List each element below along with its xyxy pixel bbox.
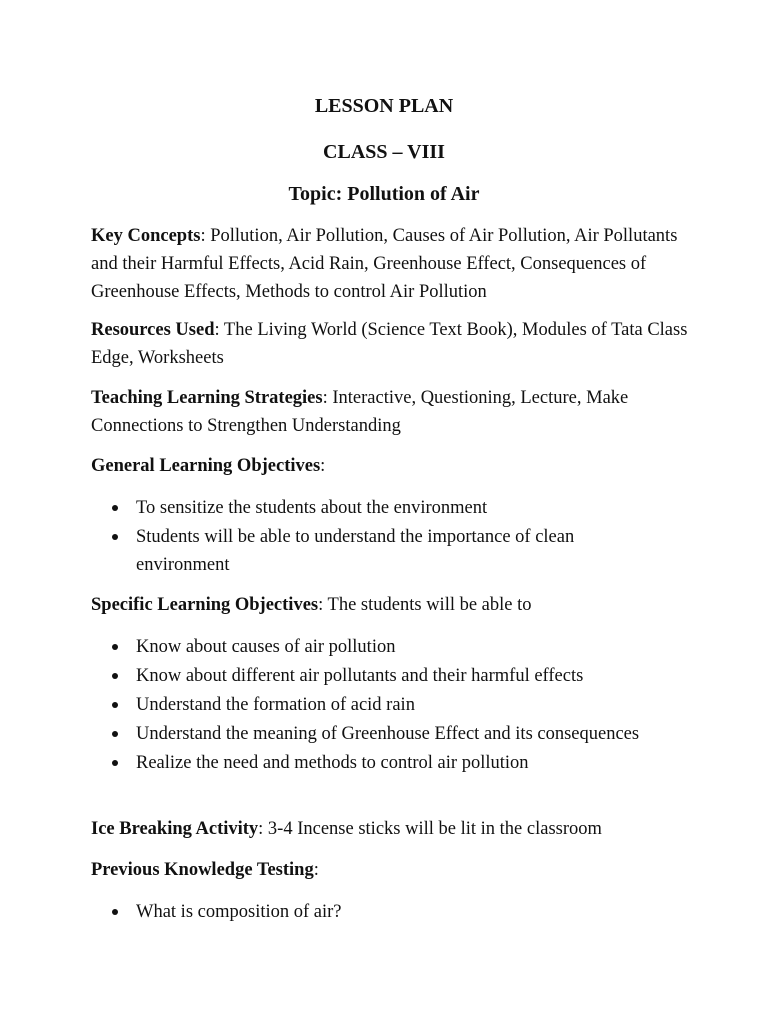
bullet-icon [112,505,118,511]
list-item-text: What is composition of air? [136,902,342,922]
general-objectives-heading [91,452,691,480]
ice-breaking-text: : 3-4 Incense sticks will be lit in the classroom [258,819,602,839]
list-item [91,749,651,777]
ice-breaking-paragraph [91,815,691,843]
key-concepts-text: : Pollution, Air Pollution, Causes of Air Pollution, Air Pollutants and their Harmful Effects, Acid Rain, Greenhouse Effect, Consequences of Greenhouse Effects, Methods to control Air Pollution [91,226,678,302]
previous-knowledge-list [91,898,651,927]
list-item-text: Know about different air pollutants and their harmful effects [136,666,584,686]
list-item [91,494,651,522]
list-item [91,691,651,719]
general-objectives-colon: : [320,456,326,476]
specific-objectives-label: Specific Learning Objectives [91,595,319,615]
bullet-icon [112,760,118,766]
document-title: LESSON PLAN [314,95,454,117]
list-item [91,898,651,926]
specific-objectives-text: : The students will be able to [318,595,532,615]
list-item [91,662,651,690]
bullet-icon [112,644,118,650]
strategies-text: : Interactive, Questioning, Lecture, Make Connections to Strengthen Understanding [91,388,629,436]
previous-knowledge-label: Previous Knowledge Testing [91,860,314,880]
ice-breaking-label: Ice Breaking Activity [91,819,259,839]
strategies-label: Teaching Learning Strategies [91,388,323,408]
list-item-text: Students will be able to understand the importance of clean environment [136,527,575,575]
key-concepts-label: Key Concepts [91,226,201,246]
previous-knowledge-heading [91,856,691,884]
specific-objectives-list [91,633,651,778]
list-item [91,720,651,748]
bullet-icon [112,534,118,540]
list-item-text: Realize the need and methods to control air pollution [136,753,529,773]
topic-heading: Topic: Pollution of Air [288,183,480,205]
specific-objectives-heading [91,591,691,619]
list-item [91,523,651,579]
list-item-text: Understand the formation of acid rain [136,695,415,715]
bullet-icon [112,702,118,708]
list-item-text: Understand the meaning of Greenhouse Effect and its consequences [136,724,640,744]
list-item-text: Know about causes of air pollution [136,637,396,657]
resources-paragraph [91,316,691,372]
key-concepts-paragraph [91,222,691,306]
resources-label: Resources Used [91,320,215,340]
bullet-icon [112,731,118,737]
general-objectives-label: General Learning Objectives [91,456,321,476]
bullet-icon [112,673,118,679]
list-item-text: To sensitize the students about the environment [136,498,488,518]
general-objectives-list [91,494,651,580]
class-heading: CLASS – VIII [323,141,445,163]
strategies-paragraph [91,384,691,440]
previous-knowledge-colon: : [313,860,319,880]
resources-text: : The Living World (Science Text Book), Modules of Tata Class Edge, Worksheets [91,320,688,368]
bullet-icon [112,909,118,915]
list-item [91,633,651,661]
